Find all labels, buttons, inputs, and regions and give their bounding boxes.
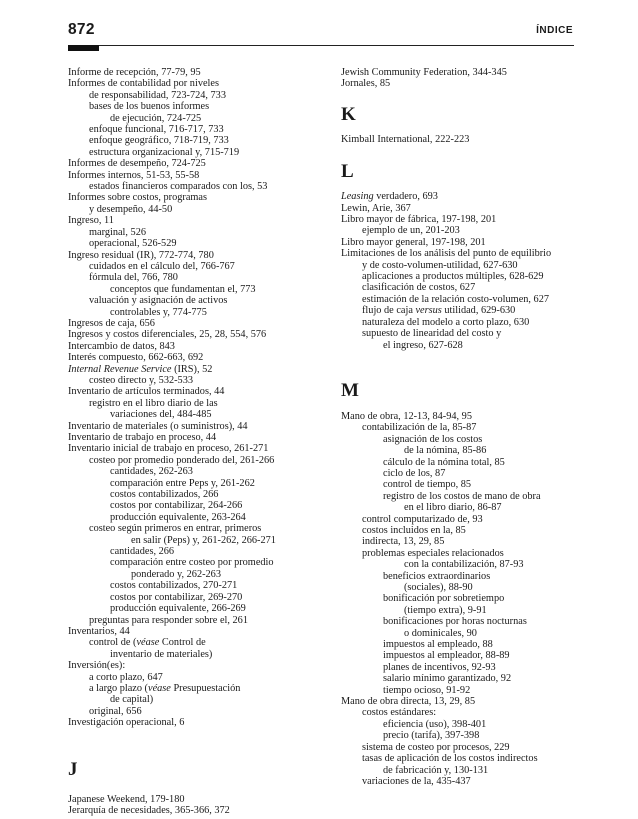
index-entry: valuación y asignación de activos bbox=[89, 295, 228, 307]
index-entry: costos contabilizados, 270-271 bbox=[110, 580, 238, 592]
index-entry: Mano de obra directa, 13, 29, 85 bbox=[341, 696, 476, 708]
page-number: 872 bbox=[68, 21, 95, 38]
index-entry: Informes de contabilidad por niveles bbox=[68, 78, 219, 90]
index-entry: Intercambio de datos, 843 bbox=[68, 340, 175, 352]
index-entry: enfoque geográfico, 718-719, 733 bbox=[89, 135, 229, 147]
section-letter-l: L bbox=[341, 161, 354, 183]
index-entry: con la contabilización, 87-93 bbox=[404, 559, 524, 571]
index-entry-italic: véase bbox=[136, 637, 160, 649]
index-entry-text: a largo plazo ( bbox=[89, 682, 148, 694]
index-entry: Kimball International, 222-223 bbox=[341, 133, 470, 145]
index-entry: Inventario de trabajo en proceso, 44 bbox=[68, 432, 217, 443]
index-entry: costos por contabilizar, 264-266 bbox=[110, 500, 243, 512]
index-entry: costeo por promedio ponderado del, 261-266 bbox=[89, 454, 275, 466]
index-entry: (sociales), 88-90 bbox=[404, 582, 473, 593]
index-entry: costos contabilizados, 266 bbox=[110, 489, 219, 501]
index-entry: Informes internos, 51-53, 55-58 bbox=[68, 169, 200, 181]
index-entry: Ingreso residual (IR), 772-774, 780 bbox=[68, 249, 214, 261]
index-entry bbox=[68, 364, 330, 375]
index-entry: comparación entre Peps y, 261-262 bbox=[110, 477, 255, 489]
index-entries-j-continued bbox=[341, 67, 581, 90]
index-entry: clasificación de costos, 627 bbox=[362, 282, 476, 294]
index-entry: tasas de aplicación de los costos indirectos bbox=[362, 753, 538, 765]
index-entry: estados financieros comparados con los, 53 bbox=[89, 181, 268, 193]
index-entry: eficiencia (uso), 398-401 bbox=[383, 718, 487, 730]
index-entry: Mano de obra, 12-13, 84-94, 95 bbox=[341, 410, 472, 422]
index-entry-italic: Internal Revenue Service bbox=[68, 363, 172, 375]
index-entry: costos por contabilizar, 269-270 bbox=[110, 591, 243, 603]
index-entry: Inventarios, 44 bbox=[68, 625, 130, 637]
index-entry: Informe de recepción, 77-79, 95 bbox=[68, 67, 201, 78]
right-column bbox=[341, 67, 581, 787]
index-entry: impuestos al empleado, 88 bbox=[383, 639, 493, 651]
index-entry: Informes sobre costos, programas bbox=[68, 192, 207, 204]
index-entry: Informes de desempeño, 724-725 bbox=[68, 158, 206, 170]
index-entries-l bbox=[341, 191, 581, 351]
index-entry-text: Control de bbox=[159, 637, 206, 649]
index-entry: Inventario de materiales (o suministros), 44 bbox=[68, 420, 248, 432]
index-entry-italic: véase bbox=[148, 682, 171, 694]
index-entry: asignación de los costos bbox=[383, 433, 483, 445]
index-entry: Libro mayor general, 197-198, 201 bbox=[341, 236, 486, 248]
index-entry: Lewin, Arie, 367 bbox=[341, 202, 411, 214]
index-entry: marginal, 526 bbox=[89, 226, 147, 238]
index-entry: Investigación operacional, 6 bbox=[68, 717, 185, 729]
index-entry: de ejecución, 724-725 bbox=[110, 112, 202, 124]
index-entry: enfoque funcional, 716-717, 733 bbox=[89, 124, 224, 136]
index-entry: Japanese Weekend, 179-180 bbox=[68, 793, 185, 805]
index-entry: bonificaciones por horas nocturnas bbox=[383, 616, 527, 628]
index-entry: costeo según primeros en entrar, primeros bbox=[89, 523, 262, 535]
index-entry: estimación de la relación costo-volumen, 627 bbox=[362, 293, 550, 305]
index-entry: a corto plazo, 647 bbox=[89, 671, 163, 683]
index-entry: Ingresos de caja, 656 bbox=[68, 317, 155, 329]
index-entry: Jewish Community Federation, 344-345 bbox=[341, 67, 507, 78]
index-entry: Jerarquía de necesidades, 365-366, 372 bbox=[68, 804, 230, 816]
section-letter-m: M bbox=[341, 379, 359, 401]
index-entry-text: Presupuestación bbox=[170, 682, 241, 694]
index-entry: control de tiempo, 85 bbox=[383, 479, 472, 491]
index-entry: cantidades, 262-263 bbox=[110, 466, 193, 478]
index-entry: impuestos al empleador, 88-89 bbox=[383, 650, 510, 662]
index-entry: bonificación por sobretiempo bbox=[383, 593, 505, 605]
index-entry: (tiempo extra), 9-91 bbox=[404, 604, 487, 616]
index-entry: bases de los buenos informes bbox=[89, 101, 210, 113]
index-entry-italic: Leasing bbox=[341, 191, 374, 203]
index-entry-text: utilidad, 629-630 bbox=[441, 305, 516, 317]
index-entry-text: verdadero, 693 bbox=[373, 191, 438, 203]
section-letter-k: K bbox=[341, 103, 356, 125]
index-entry: fórmula del, 766, 780 bbox=[89, 272, 178, 284]
index-entry: conceptos que fundamentan el, 773 bbox=[110, 283, 256, 295]
index-entry: en salir (Peps) y, 261-262, 266-271 bbox=[131, 534, 276, 546]
index-entry: de responsabilidad, 723-724, 733 bbox=[89, 89, 226, 101]
left-column bbox=[68, 67, 330, 816]
index-entry bbox=[341, 191, 581, 202]
index-entry bbox=[341, 305, 581, 316]
index-entry: producción equivalente, 266-269 bbox=[110, 603, 246, 615]
index-entry-text: flujo de caja bbox=[362, 305, 416, 317]
index-entry: controlables y, 774-775 bbox=[110, 306, 207, 318]
index-entry: control computarizado de, 93 bbox=[362, 513, 483, 525]
index-entry: Inventario de artículos terminados, 44 bbox=[68, 386, 225, 398]
index-entry: supuesto de linearidad del costo y bbox=[362, 328, 502, 340]
index-entry: Interés compuesto, 662-663, 692 bbox=[68, 352, 204, 364]
index-entry: de la nómina, 85-86 bbox=[404, 445, 487, 457]
index-entry: registro de los costos de mano de obra bbox=[383, 490, 541, 502]
running-head: ÍNDICE bbox=[536, 25, 573, 36]
index-entry: preguntas para responder sobre el, 261 bbox=[89, 614, 248, 626]
index-entry: sistema de costeo por procesos, 229 bbox=[362, 741, 510, 753]
header-rule bbox=[68, 45, 574, 46]
index-entry: contabilización de la, 85-87 bbox=[362, 422, 477, 434]
index-entry: registro en el libro diario de las bbox=[89, 397, 218, 409]
index-entry: y de costo-volumen-utilidad, 627-630 bbox=[362, 259, 518, 271]
index-entries-m bbox=[341, 411, 581, 787]
index-entry: problemas especiales relacionados bbox=[362, 547, 504, 559]
index-entry: en el libro diario, 86-87 bbox=[404, 502, 502, 514]
index-entry: inventario de materiales) bbox=[110, 648, 213, 660]
index-entry: Libro mayor de fábrica, 197-198, 201 bbox=[341, 214, 497, 226]
index-entry bbox=[68, 637, 330, 648]
index-entry-text: (IRS), 52 bbox=[171, 363, 213, 375]
index-entry: producción equivalente, 263-264 bbox=[110, 511, 246, 523]
index-entry: Limitaciones de los análisis del punto de equilibrio bbox=[341, 248, 552, 260]
index-entry: aplicaciones a productos múltiples, 628-629 bbox=[362, 271, 544, 283]
index-entry: salario mínimo garantizado, 92 bbox=[383, 673, 512, 685]
index-entry: cantidades, 266 bbox=[110, 546, 175, 558]
index-entry: ponderado y, 262-263 bbox=[131, 568, 221, 580]
index-entry: precio (tarifa), 397-398 bbox=[383, 730, 480, 742]
index-entry: original, 656 bbox=[89, 705, 142, 717]
index-entry: variaciones de la, 435-437 bbox=[362, 775, 471, 787]
index-entry: cuidados en el cálculo del, 766-767 bbox=[89, 260, 235, 272]
index-entry: costos incluidos en la, 85 bbox=[362, 524, 466, 536]
index-entry: comparación entre costeo por promedio bbox=[110, 557, 274, 569]
index-entries-j bbox=[68, 794, 330, 817]
index-entry: cálculo de la nómina total, 85 bbox=[383, 456, 505, 468]
index-entry: operacional, 526-529 bbox=[89, 238, 177, 250]
index-entry: variaciones del, 484-485 bbox=[110, 409, 212, 421]
index-entry: Jornales, 85 bbox=[341, 78, 391, 90]
index-entry: naturaleza del modelo a corto plazo, 630 bbox=[362, 316, 530, 328]
index-entries-k bbox=[341, 134, 581, 145]
index-entry: ejemplo de un, 201-203 bbox=[362, 225, 460, 237]
index-entry: costos estándares: bbox=[362, 707, 437, 719]
index-entry: de capital) bbox=[110, 694, 154, 706]
index-entry: Inventario inicial de trabajo en proceso, 261-271 bbox=[68, 443, 269, 455]
section-letter-j: J bbox=[68, 758, 78, 780]
index-entry: el ingreso, 627-628 bbox=[383, 339, 463, 351]
index-entry: costeo directo y, 532-533 bbox=[89, 374, 193, 386]
index-entry: tiempo ocioso, 91-92 bbox=[383, 684, 471, 696]
index-entry: ciclo de los, 87 bbox=[383, 467, 446, 479]
index-entry: estructura organizacional y, 715-719 bbox=[89, 146, 240, 158]
index-entry bbox=[68, 683, 330, 694]
header-tab-mark bbox=[68, 45, 99, 51]
index-entry: planes de incentivos, 92-93 bbox=[383, 661, 496, 673]
index-entry: Ingresos y costos diferenciales, 25, 28, 554, 576 bbox=[68, 329, 267, 341]
index-entry: de fabricación y, 130-131 bbox=[383, 764, 489, 776]
index-entry: beneficios extraordinarios bbox=[383, 570, 491, 582]
index-entry-italic: versus bbox=[415, 305, 442, 317]
index-entry: indirecta, 13, 29, 85 bbox=[362, 536, 445, 548]
index-entry: Inversión(es): bbox=[68, 660, 126, 672]
index-entry: Ingreso, 11 bbox=[68, 215, 114, 227]
index-entry: o dominicales, 90 bbox=[404, 627, 477, 639]
index-entries-i bbox=[68, 67, 330, 729]
index-entry-text: control de ( bbox=[89, 637, 137, 649]
index-entry: y desempeño, 44-50 bbox=[89, 203, 173, 215]
